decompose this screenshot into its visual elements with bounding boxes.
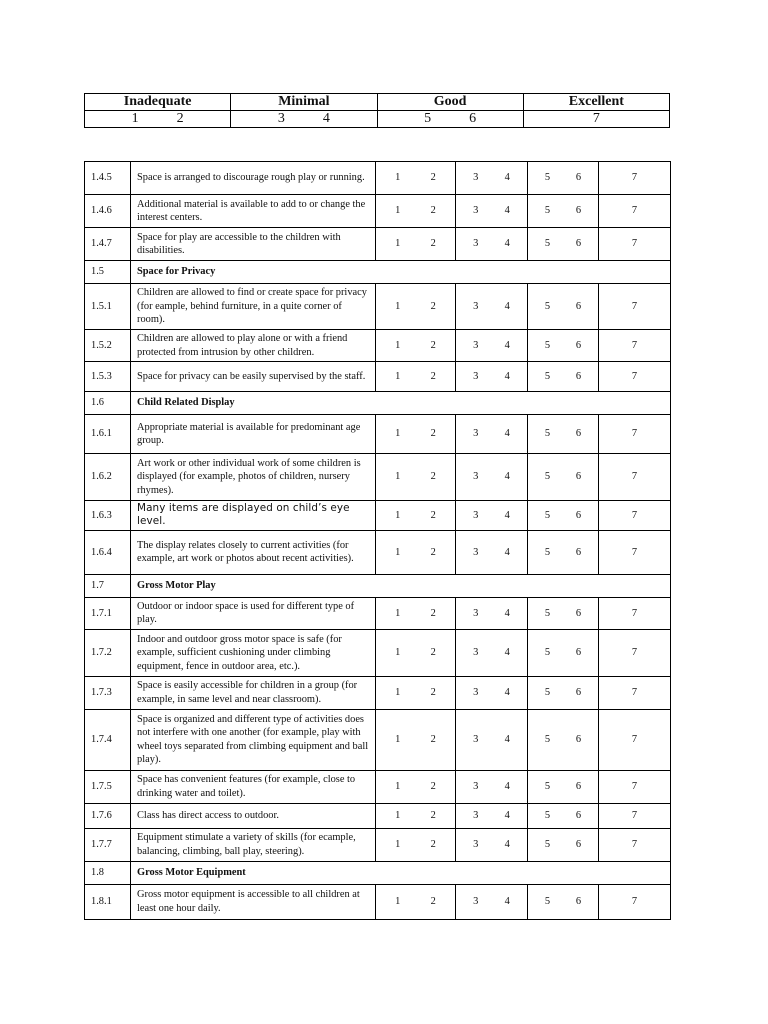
rating-cell-col2 [456,629,528,676]
rating-cell-col2 [456,162,528,195]
rating-cell-col3 [528,501,599,531]
item-row [85,195,671,228]
item-code: 1.7.2 [85,629,131,676]
scale-numbers-good [377,111,523,128]
section-header-row [85,392,671,415]
rating-option-7[interactable]: 7 [599,228,671,261]
item-description: The display relates closely to current activities (for example, art work or photos about recent activities). [131,530,376,574]
rating-option[interactable]: 5 [544,810,551,822]
rating-cell-col3 [528,709,599,770]
rating-option-7[interactable]: 7 [599,884,671,919]
rating-option[interactable]: 6 [575,896,582,908]
item-row [85,228,671,261]
rating-option[interactable]: 1 [395,687,401,699]
rating-items-body [85,162,671,920]
rating-option[interactable]: 2 [430,238,436,250]
scale-number: 2 [176,111,184,126]
rating-option[interactable]: 6 [575,339,582,351]
rating-option[interactable]: 6 [575,509,582,521]
item-row [85,676,671,709]
rating-scale-table [84,93,670,128]
item-code: 1.7.1 [85,597,131,629]
rating-option[interactable]: 4 [504,205,510,217]
rating-cell-col1 [376,709,456,770]
item-row [85,770,671,803]
section-header-row [85,574,671,597]
rating-option[interactable]: 6 [575,839,582,851]
item-row [85,284,671,330]
rating-option[interactable]: 2 [430,734,436,746]
item-description: Equipment stimulate a variety of skills (for ecample, balancing, climbing, ball play, steering). [131,828,376,861]
rating-option[interactable]: 4 [504,810,510,822]
rating-option[interactable]: 6 [575,607,582,619]
rating-option[interactable]: 5 [544,339,551,351]
rating-cell-col2 [456,362,528,392]
section-title: Space for Privacy [131,261,671,284]
item-row [85,330,671,362]
item-code: 1.7.7 [85,828,131,861]
rating-option[interactable]: 3 [473,896,479,908]
rating-option[interactable]: 2 [430,810,436,822]
rating-cell-col3 [528,415,599,454]
rating-option[interactable]: 4 [504,896,510,908]
item-description: Class has direct access to outdoor. [131,803,376,828]
rating-option[interactable]: 5 [544,205,551,217]
rating-option-7[interactable]: 7 [599,828,671,861]
rating-option[interactable]: 4 [504,781,510,793]
rating-option[interactable]: 1 [395,810,401,822]
rating-cell-col3 [528,454,599,501]
rating-option-7[interactable]: 7 [599,362,671,392]
rating-cell-col2 [456,709,528,770]
rating-cell-col3 [528,770,599,803]
rating-option[interactable]: 6 [575,205,582,217]
rating-option[interactable]: 6 [575,238,582,250]
rating-option[interactable]: 6 [575,300,582,312]
section-title: Child Related Display [131,392,671,415]
rating-option[interactable]: 3 [473,546,479,558]
rating-option[interactable]: 5 [544,509,551,521]
rating-option-7[interactable]: 7 [599,415,671,454]
rating-option[interactable]: 2 [430,839,436,851]
rating-cell-col3 [528,676,599,709]
rating-cell-col1 [376,530,456,574]
item-description: Space is arranged to discourage rough play or running. [131,162,376,195]
section-code: 1.5 [85,261,131,284]
rating-option[interactable]: 3 [473,339,479,351]
rating-cell-col2 [456,530,528,574]
item-code: 1.5.3 [85,362,131,392]
rating-cell-col3 [528,284,599,330]
rating-option[interactable]: 3 [473,607,479,619]
rating-option[interactable]: 1 [395,370,401,382]
scale-numbers-excellent [523,111,669,128]
rating-option[interactable]: 2 [430,370,436,382]
rating-option[interactable]: 1 [395,428,401,440]
scale-number: 6 [469,111,477,126]
item-description: Art work or other individual work of some children is displayed (for example, photos of children, nursery rhymes). [131,454,376,501]
item-code: 1.7.3 [85,676,131,709]
rating-cell-col3 [528,828,599,861]
rating-option[interactable]: 3 [473,238,479,250]
rating-cell-col2 [456,770,528,803]
rating-option[interactable]: 4 [504,428,510,440]
rating-option[interactable]: 6 [575,471,582,483]
rating-cell-col1 [376,501,456,531]
rating-option[interactable]: 2 [430,647,436,659]
item-code: 1.4.5 [85,162,131,195]
rating-option[interactable]: 6 [575,734,582,746]
rating-option[interactable]: 1 [395,238,401,250]
rating-option[interactable]: 6 [575,781,582,793]
item-description: Additional material is available to add to or change the interest centers. [131,195,376,228]
rating-option[interactable]: 5 [544,687,551,699]
rating-cell-col3 [528,597,599,629]
item-description: Indoor and outdoor gross motor space is safe (for example, sufficient cushioning under climbing equipment, fence in outdoor area, etc.). [131,629,376,676]
rating-option[interactable]: 3 [473,687,479,699]
rating-cell-col2 [456,884,528,919]
rating-option[interactable]: 4 [504,172,510,184]
rating-cell-col1 [376,629,456,676]
rating-option-7[interactable]: 7 [599,530,671,574]
section-code: 1.6 [85,392,131,415]
rating-option[interactable]: 6 [575,810,582,822]
rating-cell-col1 [376,162,456,195]
section-title: Gross Motor Play [131,574,671,597]
rating-cell-col1 [376,330,456,362]
rating-option[interactable]: 2 [430,205,436,217]
rating-cell-col2 [456,228,528,261]
rating-cell-col3 [528,330,599,362]
rating-option[interactable]: 1 [395,546,401,558]
scale-label-excellent: Excellent [523,94,669,111]
rating-option[interactable]: 3 [473,734,479,746]
rating-option[interactable]: 2 [430,428,436,440]
rating-cell-col1 [376,415,456,454]
rating-option-7[interactable]: 7 [599,162,671,195]
item-description: Space is organized and different type of activities does not interfere with one another (for example, play with wheel toys separated from climbing equipment and ball play). [131,709,376,770]
rating-option[interactable]: 4 [504,300,510,312]
rating-option[interactable]: 1 [395,607,401,619]
rating-option[interactable]: 2 [430,546,436,558]
rating-option[interactable]: 4 [504,509,510,521]
rating-cell-col3 [528,362,599,392]
item-row [85,362,671,392]
rating-cell-col2 [456,501,528,531]
rating-option[interactable]: 1 [395,839,401,851]
rating-cell-col2 [456,454,528,501]
section-title: Gross Motor Equipment [131,861,671,884]
rating-option[interactable]: 3 [473,300,479,312]
item-description: Children are allowed to play alone or with a friend protected from intrusion by other children. [131,330,376,362]
scale-number: 7 [592,111,600,126]
item-description: Outdoor or indoor space is used for different type of play. [131,597,376,629]
rating-cell-col1 [376,228,456,261]
item-row [85,828,671,861]
rating-cell-col1 [376,597,456,629]
rating-option[interactable]: 1 [395,509,401,521]
rating-cell-col3 [528,530,599,574]
rating-option-7[interactable]: 7 [599,195,671,228]
section-header-row [85,261,671,284]
item-row [85,884,671,919]
scale-label-inadequate: Inadequate [85,94,231,111]
rating-option[interactable]: 4 [504,839,510,851]
item-row [85,501,671,531]
item-code: 1.4.6 [85,195,131,228]
scale-number: 5 [424,111,432,126]
scale-number: 4 [322,111,330,126]
rating-cell-col1 [376,362,456,392]
scale-labels-row [85,94,670,111]
rating-cell-col1 [376,284,456,330]
section-code: 1.8 [85,861,131,884]
item-row [85,803,671,828]
rating-option[interactable]: 2 [430,607,436,619]
rating-option-7[interactable]: 7 [599,284,671,330]
rating-option[interactable]: 5 [544,428,551,440]
rating-option-7[interactable]: 7 [599,770,671,803]
rating-option[interactable]: 3 [473,647,479,659]
rating-option[interactable]: 2 [430,300,436,312]
rating-option[interactable]: 4 [504,734,510,746]
rating-option-7[interactable]: 7 [599,709,671,770]
rating-option[interactable]: 3 [473,810,479,822]
rating-option[interactable]: 5 [544,300,551,312]
rating-cell-col2 [456,284,528,330]
rating-option[interactable]: 1 [395,205,401,217]
item-description: Space for play are accessible to the children with disabilities. [131,228,376,261]
rating-cell-col2 [456,195,528,228]
rating-option[interactable]: 5 [544,647,551,659]
item-row [85,162,671,195]
item-description: Space is easily accessible for children in a group (for example, in same level and near classroom). [131,676,376,709]
item-description: Space has convenient features (for example, close to drinking water and toilet). [131,770,376,803]
item-description: Children are allowed to find or create space for privacy (for eample, behind furniture, in a quite corner of room). [131,284,376,330]
rating-option[interactable]: 1 [395,339,401,351]
rating-option[interactable]: 5 [544,238,551,250]
rating-option[interactable]: 5 [544,471,551,483]
rating-option[interactable]: 1 [395,471,401,483]
rating-cell-col1 [376,803,456,828]
rating-option[interactable]: 2 [430,509,436,521]
scale-label-good: Good [377,94,523,111]
rating-option-7[interactable]: 7 [599,676,671,709]
rating-option[interactable]: 4 [504,607,510,619]
rating-cell-col2 [456,597,528,629]
rating-option[interactable]: 1 [395,734,401,746]
rating-option[interactable]: 5 [544,172,551,184]
rating-option[interactable]: 5 [544,839,551,851]
rating-option[interactable]: 5 [544,781,551,793]
item-code: 1.7.5 [85,770,131,803]
item-code: 1.5.2 [85,330,131,362]
rating-option[interactable]: 5 [544,546,551,558]
rating-option[interactable]: 3 [473,172,479,184]
rating-option[interactable]: 2 [430,896,436,908]
rating-option[interactable]: 3 [473,509,479,521]
rating-option[interactable]: 1 [395,647,401,659]
rating-cell-col3 [528,803,599,828]
item-code: 1.4.7 [85,228,131,261]
item-row [85,530,671,574]
section-header-row [85,861,671,884]
rating-option[interactable]: 4 [504,238,510,250]
item-code: 1.5.1 [85,284,131,330]
rating-cell-col2 [456,803,528,828]
rating-option[interactable]: 3 [473,839,479,851]
rating-option[interactable]: 4 [504,339,510,351]
rating-cell-col3 [528,629,599,676]
scale-numbers-row [85,111,670,128]
rating-option[interactable]: 6 [575,428,582,440]
rating-option[interactable]: 4 [504,370,510,382]
rating-cell-col1 [376,770,456,803]
rating-option[interactable]: 4 [504,546,510,558]
rating-option[interactable]: 6 [575,546,582,558]
scale-number: 3 [277,111,285,126]
scale-number: 1 [131,111,139,126]
rating-option-7[interactable]: 7 [599,330,671,362]
rating-cell-col1 [376,195,456,228]
item-row [85,454,671,501]
item-code: 1.7.6 [85,803,131,828]
rating-cell-col2 [456,676,528,709]
item-description: Gross motor equipment is accessible to all children at least one hour daily. [131,884,376,919]
rating-option[interactable]: 5 [544,734,551,746]
rating-option[interactable]: 2 [430,172,436,184]
rating-option[interactable]: 2 [430,781,436,793]
rating-option[interactable]: 2 [430,687,436,699]
rating-option[interactable]: 1 [395,896,401,908]
item-row [85,709,671,770]
rating-option[interactable]: 2 [430,471,436,483]
scale-label-minimal: Minimal [231,94,377,111]
scale-numbers-minimal [231,111,377,128]
rating-option[interactable]: 3 [473,370,479,382]
rating-cell-col3 [528,228,599,261]
rating-option[interactable]: 6 [575,172,582,184]
rating-option[interactable]: 4 [504,687,510,699]
rating-cell-col3 [528,162,599,195]
item-code: 1.6.2 [85,454,131,501]
rating-option[interactable]: 4 [504,471,510,483]
rating-option[interactable]: 5 [544,896,551,908]
rating-cell-col3 [528,884,599,919]
rating-option[interactable]: 4 [504,647,510,659]
item-code: 1.6.4 [85,530,131,574]
rating-option[interactable]: 1 [395,781,401,793]
rating-cell-col2 [456,828,528,861]
item-code: 1.8.1 [85,884,131,919]
rating-option-7[interactable]: 7 [599,803,671,828]
rating-option[interactable]: 3 [473,428,479,440]
item-row [85,629,671,676]
item-row [85,597,671,629]
item-code: 1.6.1 [85,415,131,454]
item-code: 1.6.3 [85,501,131,531]
rating-option[interactable]: 6 [575,370,582,382]
rating-option[interactable]: 6 [575,647,582,659]
rating-option[interactable]: 3 [473,781,479,793]
rating-option-7[interactable]: 7 [599,597,671,629]
rating-option[interactable]: 3 [473,205,479,217]
rating-cell-col1 [376,884,456,919]
item-description: Appropriate material is available for predominant age group. [131,415,376,454]
rating-items-table [84,161,671,920]
rating-option-7[interactable]: 7 [599,629,671,676]
section-code: 1.7 [85,574,131,597]
item-description: Many items are displayed on child’s eye level. [131,501,376,531]
rating-cell-col1 [376,676,456,709]
item-row [85,415,671,454]
rating-cell-col1 [376,828,456,861]
rating-cell-col2 [456,415,528,454]
rating-option[interactable]: 1 [395,300,401,312]
rating-option[interactable]: 1 [395,172,401,184]
rating-option[interactable]: 3 [473,471,479,483]
scale-numbers-inadequate [85,111,231,128]
rating-option-7[interactable]: 7 [599,454,671,501]
rating-option[interactable]: 5 [544,607,551,619]
rating-cell-col3 [528,195,599,228]
rating-option[interactable]: 2 [430,339,436,351]
rating-cell-col2 [456,330,528,362]
rating-cell-col1 [376,454,456,501]
rating-option[interactable]: 5 [544,370,551,382]
item-description: Space for privacy can be easily supervised by the staff. [131,362,376,392]
item-code: 1.7.4 [85,709,131,770]
rating-option-7[interactable]: 7 [599,501,671,531]
rating-option[interactable]: 6 [575,687,582,699]
